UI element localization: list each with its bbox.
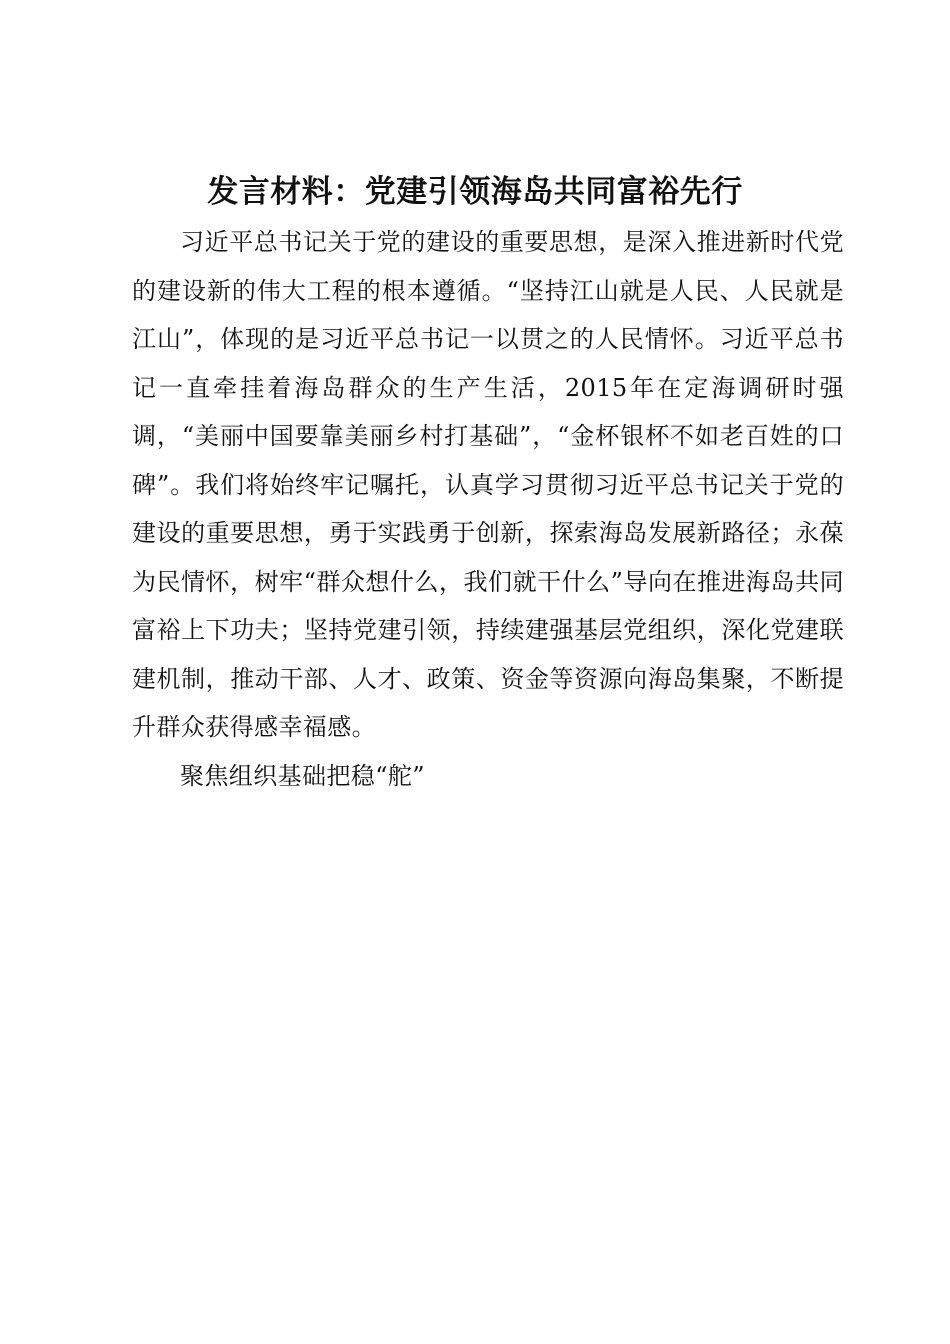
section-heading: 聚焦组织基础把稳“舵” (180, 761, 425, 790)
document-body (132, 218, 844, 800)
body-paragraph: 习近平总书记关于党的建设的重要思想，是深入推进新时代党的建设新的伟大工程的根本遵循。“坚持江山就是人民、人民就是江山”，体现的是习近平总书记一以贯之的人民情怀。习近平总书记一直牵挂着海岛群众的生产生活，2015年在定海调研时强调，“美丽中国要靠美丽乡村打基础”，“金杯银杯不如老百姓的口碑”。我们将始终牢记嘱托，认真学习贯彻习近平总书记关于党的建设的重要思想，勇于实践勇于创新，探索海岛发展新路径；永葆为民情怀，树牢“群众想什么，我们就干什么”导向在推进海岛共同富裕上下功夫；坚持党建引领，持续建强基层党组织，深化党建联建机制，推动干部、人才、政策、资金等资源向海岛集聚，不断提升群众获得感幸福感。 (132, 228, 844, 741)
document-title: 发言材料：党建引领海岛共同富裕先行 (207, 174, 743, 210)
